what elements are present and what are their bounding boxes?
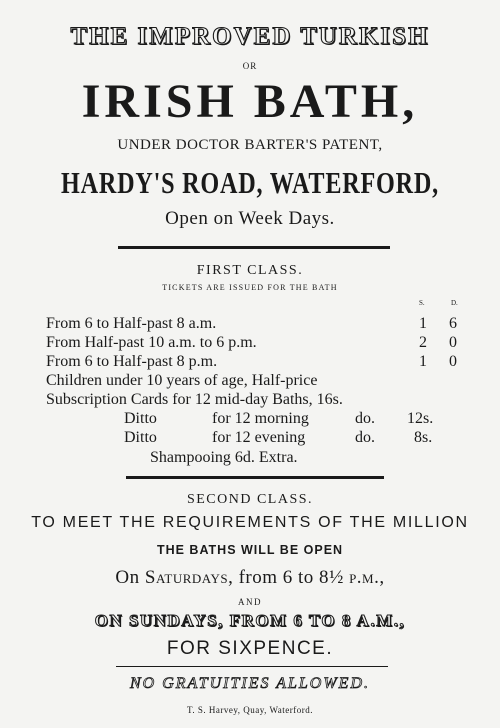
ditto-for: for 12 morning	[212, 410, 309, 427]
ditto-word: Ditto	[124, 429, 157, 446]
ditto-price: 12s.	[407, 410, 434, 427]
ditto-word: Ditto	[124, 410, 157, 427]
saturday-prefix: On	[115, 567, 145, 588]
col-shillings-header: S.	[419, 299, 425, 307]
no-gratuities-notice: NO GRATUITIES ALLOWED.	[129, 675, 370, 692]
poster-title: IRISH BATH,	[81, 75, 419, 128]
printer-imprint: T. S. Harvey, Quay, Waterford.	[187, 705, 313, 715]
rate-pence: 6	[449, 315, 457, 332]
shampooing-note: Shampooing 6d. Extra.	[150, 449, 298, 466]
baths-open-line: THE BATHS WILL BE OPEN	[156, 543, 344, 557]
rate-shillings: 1	[419, 353, 427, 370]
ditto-do: do.	[355, 429, 375, 446]
saturday-hours	[0, 565, 500, 591]
saturday-range: , from 6 to 8	[228, 567, 330, 588]
opening-days: Open on Week Days.	[165, 208, 335, 229]
saturday-time: p.m.	[343, 567, 380, 588]
or-connector: OR	[242, 61, 258, 71]
patent-line: UNDER DOCTOR BARTER'S PATENT,	[117, 137, 383, 153]
saturday-day: Saturdays	[144, 567, 229, 588]
rate-row-label: From 6 to Half-past 8 a.m.	[46, 315, 217, 332]
poster-headline: THE IMPROVED TURKISH	[70, 23, 430, 50]
divider-bottom	[116, 666, 388, 667]
rate-row-label: From 6 to Half-past 8 p.m.	[46, 353, 218, 370]
first-class-heading: FIRST CLASS.	[196, 263, 304, 278]
divider-middle	[126, 476, 384, 479]
ditto-price: 8s.	[414, 429, 433, 446]
sixpence-price: FOR SIXPENCE.	[166, 638, 334, 659]
million-line: TO MEET THE REQUIREMENTS OF THE MILLION	[31, 514, 469, 531]
tickets-note: TICKETS ARE ISSUED FOR THE BATH	[162, 283, 338, 292]
address-line: HARDY'S ROAD, WATERFORD,	[61, 165, 439, 200]
col-pence-header: D.	[451, 299, 458, 307]
saturday-fraction: ½	[329, 567, 344, 588]
rate-pence: 0	[449, 334, 457, 351]
rate-row-label: From Half-past 10 a.m. to 6 p.m.	[46, 334, 257, 351]
and-connector: AND	[238, 597, 262, 607]
children-rate: Children under 10 years of age, Half-price	[46, 372, 318, 389]
saturday-end: ,	[379, 567, 385, 588]
rate-pence: 0	[449, 353, 457, 370]
rate-shillings: 2	[419, 334, 427, 351]
sunday-hours: ON SUNDAYS, FROM 6 TO 8 A.M.,	[94, 611, 406, 630]
subscription-rate: Subscription Cards for 12 mid-day Baths, 16s.	[46, 391, 343, 408]
rate-shillings: 1	[419, 315, 427, 332]
second-class-heading: SECOND CLASS.	[186, 492, 314, 507]
ditto-do: do.	[355, 410, 375, 427]
divider-top	[118, 246, 390, 249]
ditto-for: for 12 evening	[212, 429, 306, 446]
